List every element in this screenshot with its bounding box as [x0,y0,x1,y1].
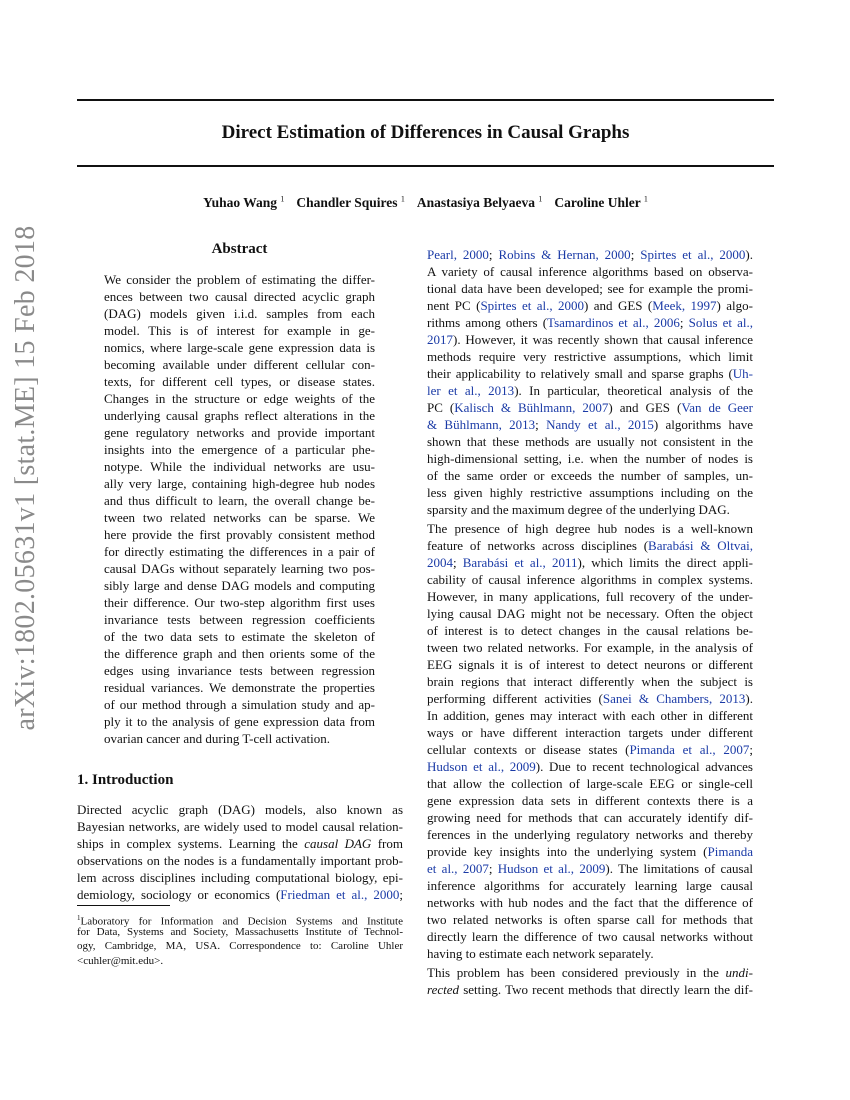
text-line: methods require very restrictive assumptions, which limit [427,349,753,364]
abstract-line: edges using invariance tests between regression [104,663,375,678]
abstract-line: sibly large and dense DAG models and computing [104,578,375,593]
citation-link[interactable]: Pimanda et al., 2007 [629,742,750,757]
text-line: shown that these methods are usually not consistent in the [427,434,753,449]
text-line: In addition, genes may interact with each other in different [427,708,753,723]
text-line: Hudson et al., 2009). Due to recent technological advances [427,759,753,774]
text-line: Directed acyclic graph (DAG) models, also known as [77,802,403,817]
citation-link[interactable]: Spirtes et al., 2000 [640,247,746,262]
abstract-line: Changes in the structure or edge weights of the [104,391,375,406]
citation-link[interactable]: ler et al., 2013 [427,383,515,398]
abstract-line: model. This is of interest for example in ge- [104,323,375,338]
abstract-line: gene regulatory networks and provide important [104,425,375,440]
citation-link[interactable]: Van de Geer [681,400,754,415]
text-line: inference algorithms for accurately learning large causal [427,878,753,893]
author-name: Caroline Uhler $^1$ [554,194,648,210]
citation-link[interactable]: Tsamardinos et al., 2006 [547,315,680,330]
abstract-line: nomics, where large-scale gene expression data is [104,340,375,355]
text-line: of the same order or exceeds the number of samples, un- [427,468,753,483]
text-line: sparsity and the maximum degree of the underlying DAG. [427,502,730,517]
author-list [77,194,774,211]
abstract-line: texts, for different cell types, or disease states. [104,374,375,389]
abstract-line: and thus difficult to learn, the overall change be- [104,493,375,508]
text-line: Pearl, 2000; Robins & Hernan, 2000; Spirtes et al., 2000). [427,247,753,262]
paper-title: Direct Estimation of Differences in Causal Graphs [221,122,630,143]
citation-link[interactable]: Pearl, 2000 [427,247,489,262]
text-line: high-dimensional setting, i.e. when the number of nodes is [427,451,753,466]
text-line: lem across disciplines including computational biology, epi- [77,870,403,885]
text-line: & Bühlmann, 2013; Nandy et al., 2015) algorithms have [427,417,753,432]
citation-link[interactable]: Uh- [732,366,753,381]
section-heading-introduction: 1. Introduction [77,772,174,788]
abstract-line: their difference. Our two-step algorithm first uses [104,595,375,610]
abstract-line: underlying causal graphs reflect alterations in the [104,408,375,423]
citation-link[interactable]: Kalisch & Bühlmann, 2007 [454,400,609,415]
text-line: 2017). However, it was recently shown that causal inference [427,332,753,347]
citation-link[interactable]: Robins & Hernan, 2000 [498,247,631,262]
text-line: directly learn the difference of two causal networks without [427,929,753,944]
abstract-line: here provide the first provably consistent method [104,527,375,542]
text-line: networks with hub nodes and the fact that the difference of [427,895,753,910]
text-line: 2004; Barabási et al., 2011), which limits the direct appli- [427,555,753,570]
text-line: However, in many applications, full recovery of the under- [427,589,753,604]
citation-link[interactable]: Hudson et al., 2009 [427,759,536,774]
text-line: of interest is to detect changes in the causal relations be- [427,623,753,638]
text-line: observations on the nodes is a fundamentally important prob- [77,853,403,868]
citation-link[interactable]: & Bühlmann, 2013 [427,417,536,432]
footnote-rule [77,905,170,906]
text-line: ferences in the underlying regulatory networks and thereby [427,827,753,842]
affiliation-mark: 1 [400,194,405,203]
abstract-line: insights into the emergence of a particular phe- [104,442,375,457]
text-line: This problem has been considered previously in the undi- [427,965,753,980]
text-line: feature of networks across disciplines (Barabási & Oltvai, [427,538,753,553]
text-line: Bayesian networks, are widely used to model causal relation- [77,819,403,834]
abstract-line: ences between two causal directed acyclic graph [104,289,375,304]
text-line: $^1$Laboratory for Information and Decision Systems and Institute [77,914,403,928]
text-line: cability of causal inference algorithms in complex systems. [427,572,753,587]
text-line: cellular contexts or disease states (Pimanda et al., 2007; [427,742,753,757]
abstract-line: (DAG) models given i.i.d. samples from each [104,306,375,321]
text-line: tional data have been developed; see for example the promi- [427,281,753,296]
text-line: for Data, Systems and Society, Massachusetts Institute of Technol- [77,926,403,938]
text-line: The presence of high degree hub nodes is a well-known [427,521,753,536]
text-line: provide key insights into the underlying system (Pimanda [427,844,753,859]
abstract-line: of our method through a simulation study and ap- [104,697,375,712]
abstract-line: ply it to the analysis of gene expression data from [104,714,375,729]
text-line: PC (Kalisch & Bühlmann, 2007) and GES (Van de Geer [427,400,754,415]
text-line: less given highly restrictive assumptions including on the [427,485,753,500]
text-line: ler et al., 2013). In particular, theoretical analysis of the [427,383,753,398]
affiliation-mark: 1 [538,194,543,203]
abstract-line: We consider the problem of estimating the differ- [104,272,375,287]
abstract-line: ovarian cancer and during T-cell activation. [104,731,330,746]
abstract-line: notype. While the individual networks are usu- [104,459,375,474]
title-top-rule [77,99,774,101]
citation-link[interactable]: 2017 [427,332,453,347]
text-line: that allow the collection of large-scale EEG or single-cell [427,776,753,791]
text-line: lying causal DAG might not be necessary. Often the object [427,606,753,621]
citation-link[interactable]: Barabási et al., 2011 [462,555,578,570]
citation-link[interactable]: et al., 2007 [427,861,489,876]
text-line: tween two related networks. For example, in the analysis of [427,640,753,655]
text-line: performing different activities (Sanei & Chambers, 2013). [427,691,753,706]
text-line: gene expression data sets in different contexts there is a [427,793,753,808]
text-line: rithms among others (Tsamardinos et al., 2006; Solus et al., [427,315,753,330]
affiliation-mark: 1 [280,194,285,203]
text-line: their applicability to relatively small and sparse graphs (Uh- [427,366,753,381]
text-line: EEG signals it is of interest to detect neurons or different [427,657,753,672]
citation-link[interactable]: Sanei & Chambers, 2013 [602,691,746,706]
author-name: Anastasiya Belyaeva $^1$ [416,194,543,210]
text-line: brain regions that interact differently when the subject is [427,674,753,689]
text-line: <cuhler@mit.edu>. [77,955,164,967]
citation-link[interactable]: Solus et al., [688,315,753,330]
affiliation-mark: 1 [643,194,648,203]
text-line: ships in complex systems. Learning the causal DAG from [77,836,403,851]
citation-link[interactable]: Pimanda [707,844,753,859]
arxiv-identifier: arXiv:1802.05631v1 [stat.ME] 15 Feb 2018 [10,225,41,731]
text-line: nent PC (Spirtes et al., 2000) and GES (Meek, 1997) algo- [427,298,753,313]
abstract-line: becoming available under different cellular con- [104,357,375,372]
citation-link[interactable]: Barabási & Oltvai, [648,538,753,553]
abstract-line: of the two data sets to estimate the skeleton of [104,629,375,644]
text-line: A variety of causal inference algorithms based on observa- [427,264,753,279]
author-name: Chandler Squires $^1$ [296,194,405,210]
text-line: having to estimate each network separately. [427,946,654,961]
abstract-line: for directly estimating the differences in a pair of [104,544,375,559]
citation-link[interactable]: Meek, 1997 [652,298,717,313]
abstract-line: tween two related networks can be sparse. We [104,510,375,525]
text-line: ways or have different interaction targets under different [427,725,753,740]
abstract-line: causal DAGs without separately learning two pos- [104,561,375,576]
citation-link[interactable]: Nandy et al., 2015 [546,417,654,432]
title-bottom-rule [77,165,774,167]
citation-link[interactable]: Friedman et al., 2000 [280,887,400,902]
abstract-line: the difference graph and then orients some of the [104,646,375,661]
citation-link[interactable]: Spirtes et al., 2000 [480,298,585,313]
citation-link[interactable]: 2004 [427,555,453,570]
text-line: two related networks is often sparse call for methods that [427,912,753,927]
author-name: Yuhao Wang $^1$ [203,194,285,210]
text-line: et al., 2007; Hudson et al., 2009). The limitations of causal [427,861,753,876]
abstract-line: ally very large, containing high-degree hub nodes [104,476,375,491]
text-line: rected setting. Two recent methods that directly learn the dif- [427,982,753,997]
citation-link[interactable]: Hudson et al., 2009 [497,861,606,876]
text-line: ogy, Cambridge, MA, USA. Correspondence to: Caroline Uhler [77,940,403,952]
abstract-line: residual variances. We demonstrate the properties [104,680,375,695]
abstract-heading: Abstract [211,241,268,257]
abstract-line: invariance tests between regression coefficients [104,612,375,627]
text-line: demiology, sociology or economics (Friedman et al., 2000; [77,887,403,902]
text-line: growing need for methods that can accurately identify dif- [427,810,753,825]
